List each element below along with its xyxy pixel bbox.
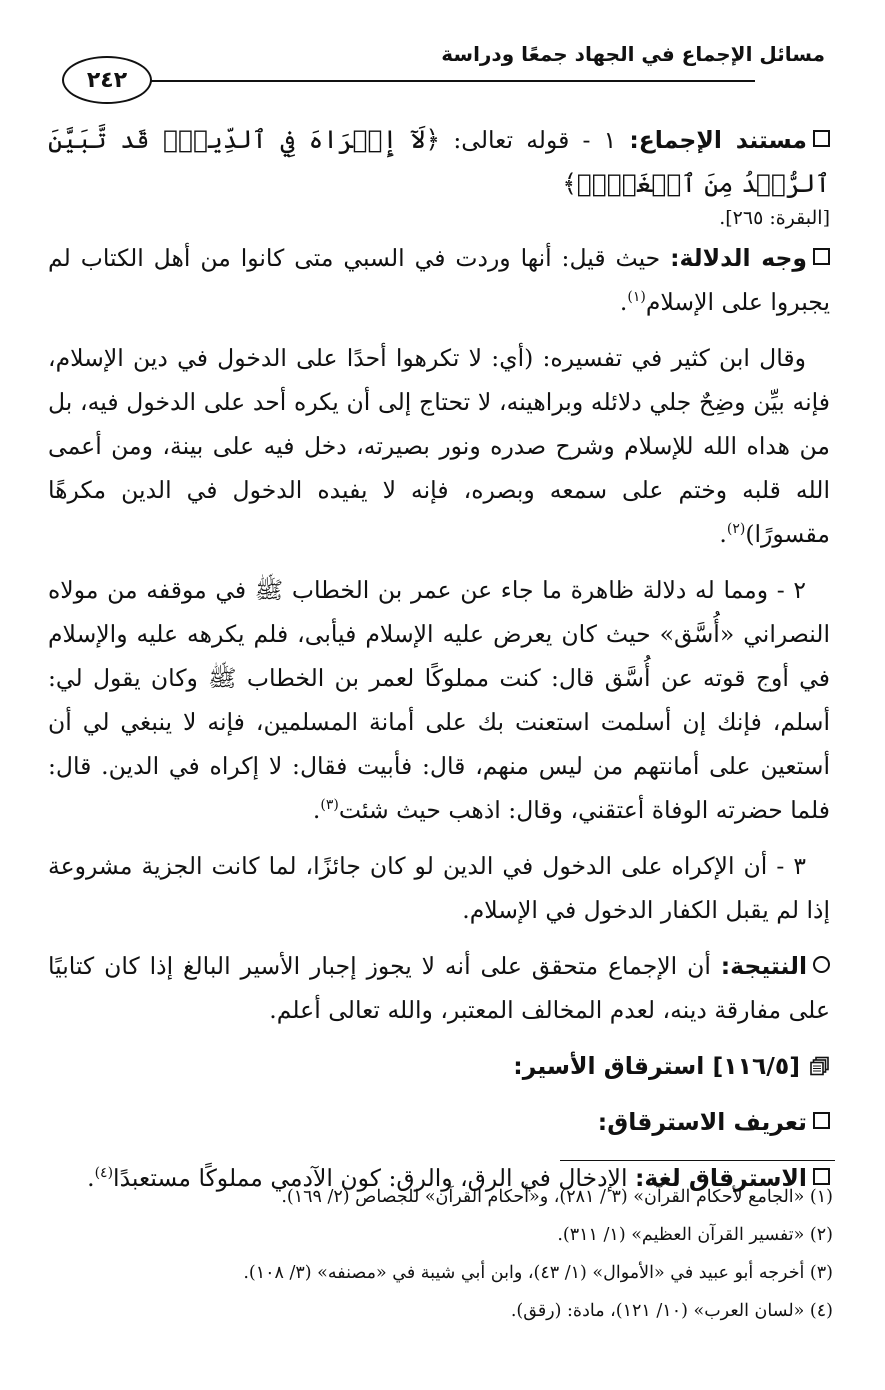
- paragraph-text: حيث قيل: أنها وردت في السبي متى كانوا من أهل الكتاب لم يجبروا على الإسلام: [48, 244, 830, 316]
- copy-pages-icon: [810, 1056, 830, 1076]
- header-rule: [65, 80, 755, 82]
- footnote-marker: (٣): [320, 797, 339, 814]
- label-evidence: وجه الدلالة:: [670, 244, 807, 272]
- paragraph-text: الإدخال في الرق، والرق: كون الآدمي مملوكًا مستعبدًا: [113, 1164, 628, 1192]
- circle-bullet-icon: [813, 956, 830, 973]
- page-number-badge: ٢٤٢: [62, 56, 152, 104]
- paragraph-text: ٢ - ومما له دلالة ظاهرة ما جاء عن عمر بن الخطاب ﷺ في موقفه من مولاه النصراني «أُسَّق» حيث كان يعرض عليه الإسلام فيأبى، فلم يكرهه عليه والإسلام في أوج قوته عن أُسَّق قال: كنت مملوكًا لعمر بن الخطاب ﷺ وكان يقول لي: أسلم، فإنك إن أسلمت استعنت بك على أمانة المسلمين، فإنه لا ينبغي لي أن أستعين على أمانتهم من ليس منهم، قال: فأبيت فقال: لا إكراه في الدين. قال: فلما حضرته الوفاة أعتقني، وقال: اذهب حيث شئت: [48, 576, 830, 824]
- footnote-2: (٢) «تفسير القرآن العظيم» (١/ ٣١١).: [557, 1225, 833, 1245]
- square-bullet-icon: [813, 248, 830, 265]
- paragraph-text: وقال ابن كثير في تفسيره: (أي: لا تكرهوا أحدًا على الدخول في دين الإسلام، فإنه بيِّن وضِحٌ جلي دلائله وبراهينه، لا تحتاج إلى أن يكره أحد على الدخول فيه، بل من هداه الله للإسلام وشرح صدره ونور بصيرته، دخل فيه على بينة، ومن أعمى الله قلبه وختم على سمعه وبصره، فإنه لا يفيده الدخول في الدين مكرهًا مقسورًا): [48, 344, 830, 548]
- paragraph-text: ١ - قوله تعالى:: [453, 126, 617, 154]
- square-bullet-icon: [813, 130, 830, 147]
- paragraph-end: .: [719, 520, 727, 548]
- paragraph-definition-heading: [48, 1100, 830, 1144]
- footnote-rule: [560, 1160, 835, 1161]
- paragraph-jizya: [48, 844, 830, 932]
- paragraph-end: .: [87, 1164, 95, 1192]
- paragraph-umar: [48, 568, 830, 832]
- paragraph-evidence: [48, 236, 830, 324]
- label-result: النتيجة:: [720, 952, 807, 980]
- main-text: [48, 118, 830, 1212]
- paragraph-end: .: [312, 796, 321, 824]
- footnote-marker: (١): [627, 289, 646, 306]
- footnote-marker: (٤): [94, 1165, 114, 1182]
- running-header-title: مسائل الإجماع في الجهاد جمعًا ودراسة: [441, 42, 825, 66]
- footnote-4: (٤) «لسان العرب» (١٠/ ١٢١)، مادة: (رقق).: [510, 1301, 833, 1321]
- paragraph-ibn-kathir: [48, 336, 830, 556]
- footnotes: [53, 1178, 833, 1330]
- section-title: [١١٦/٥] استرقاق الأسير:: [513, 1052, 800, 1080]
- quran-verse: ﴿لَآ إِكۡرَاهَ فِي ٱلدِّينِۖ قَد تَّبَيَّنَ ٱلرُّشۡدُ مِنَ ٱلۡغَيِّۚ﴾: [48, 125, 830, 198]
- paragraph-result: [48, 944, 830, 1032]
- section-heading: [48, 1044, 830, 1088]
- paragraph-ijma-basis: [48, 118, 830, 234]
- paragraph-text: أن الإجماع متحقق على أنه لا يجوز إجبار الأسير البالغ إذا كان كتابيًا على مفارقة دينه، لعدم المخالف المعتبر، والله تعالى أعلم.: [48, 952, 830, 1024]
- label-ijma-basis: مستند الإجماع:: [629, 126, 807, 154]
- footnote-1: (١) «الجامع لأحكام القرآن» (٣ / ٢٨١)، و«أحكام القرآن» للجصاص (٢/ ١٦٩).: [281, 1187, 833, 1207]
- paragraph-text: ٣ - أن الإكراه على الدخول في الدين لو كان جائزًا، لما كانت الجزية مشروعة إذا لم يقبل الكفار الدخول في الإسلام.: [48, 852, 830, 924]
- footnote-marker: (٢): [726, 521, 746, 538]
- paragraph-end: .: [619, 288, 628, 316]
- label-definition: تعريف الاسترقاق:: [597, 1108, 807, 1136]
- footnote-3: (٣) أخرجه أبو عبيد في «الأموال» (١/ ٤٣)، وابن أبي شيبة في «مصنفه» (٣/ ١٠٨).: [243, 1263, 833, 1283]
- verse-reference: [البقرة: ٢٦٥].: [719, 207, 830, 229]
- square-bullet-icon: [813, 1112, 830, 1129]
- label-linguistic: الاسترقاق لغة:: [634, 1164, 807, 1192]
